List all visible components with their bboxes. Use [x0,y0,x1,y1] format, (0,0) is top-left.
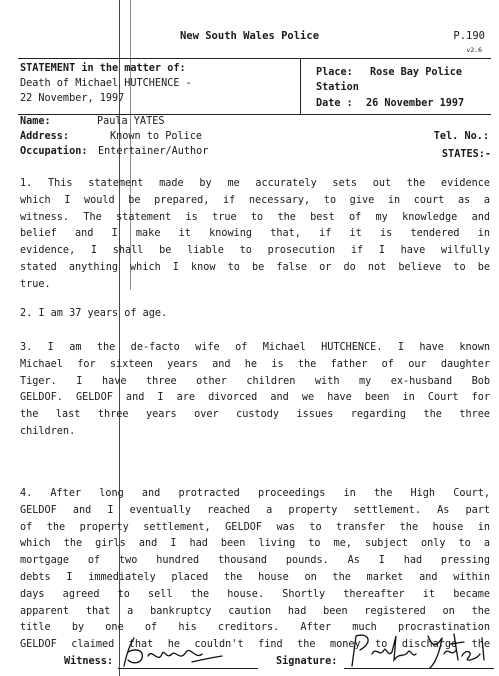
paragraph-line: belief and I make it knowing that, if it is tendered in [20,228,490,240]
paragraph-2 [20,306,490,323]
paragraph-line: children. [20,425,76,437]
paragraph-line: 2. I am 37 years of age. [20,308,168,319]
paragraph-line: which the girls and I had been living to me, subject only to a [20,538,490,550]
paragraph-line: Tiger. I have three other children with my ex-husband Bob [20,375,490,387]
occupation-value: Entertainer/Author [98,146,209,157]
signature-image [346,628,494,672]
paragraph-line: Michael for sixteen years and he is the father of our daughter [20,358,490,370]
paragraph-line: debts I immediately placed the house on the market and within [20,571,490,583]
header-rule-top [18,58,491,59]
address-value: Known to Police [110,131,203,142]
date-value: 26 November 1997 [366,98,465,109]
paragraph-line: the last three years over custody issues regarding the three [20,409,490,421]
paragraph-line: true. [20,278,51,290]
paragraph-line: witness. The statement is true to the best of my knowledge and [20,211,490,223]
name-value: Paula YATES [97,116,165,127]
states-label: STATES:- [441,149,491,160]
paragraph-3 [20,340,490,441]
place-value: Rose Bay Police [370,67,463,78]
date-label: Date : [316,98,353,109]
paragraph-line: 1. This statement made by me accurately sets out the evidence [20,178,490,189]
place-value-line-2: Station [316,82,359,93]
name-label: Name: [20,116,51,127]
paragraph-line: 4. After long and protracted proceedings in the High Court, [20,488,490,499]
paragraph-line: GELDOF claimed that he couldn't find the money to discharge the [20,639,490,651]
header-divider [300,58,301,114]
header-rule-bottom [18,114,491,115]
paragraph-line: GELDOF and I eventually reached a property settlement. As part [20,504,490,516]
tel-label: Tel. No.: [433,131,489,142]
address-label: Address: [20,131,70,142]
paragraph-line: evidence, I shall be liable to prosecution if I have wilfully [20,245,490,257]
matter-line-1: Death of Michael HUTCHENCE - [20,78,192,89]
matter-label: STATEMENT in the matter of: [20,63,186,74]
paragraph-line: which I would be prepared, if necessary, to give in court as a [20,194,490,206]
paragraph-line: of the property settlement, GELDOF was to transfer the house in [20,521,490,533]
paragraph-1 [20,176,490,294]
paragraph-line: apparent that a bankruptcy caution had been registered on the [20,605,490,617]
witness-signature [118,630,228,672]
form-number: P.190 [453,30,485,42]
agency-title: New South Wales Police [179,30,320,42]
paragraph-line: days agreed to sell the house. Shortly thereafter it became [20,588,490,600]
paragraph-line: title by one of his creditors. After much procrastination [20,622,490,634]
witness-label: Witness: [64,656,114,667]
paragraph-line: GELDOF. GELDOF and I are divorced and we have been in Court for [20,392,490,404]
signature-label: Signature: [276,656,338,667]
paragraph-line: 3. I am the de-facto wife of Michael HUTCHENCE. I have known [20,342,490,353]
place-label: Place: [316,67,353,78]
form-version: v2.6 [466,46,482,54]
occupation-label: Occupation: [20,146,88,157]
paragraph-line: stated anything which I know to be false or do not believe to be [20,261,490,273]
paragraph-line: mortgage of two hundred thousand pounds. As I had pressing [20,555,490,567]
matter-line-2: 22 November, 1997 [20,93,125,104]
